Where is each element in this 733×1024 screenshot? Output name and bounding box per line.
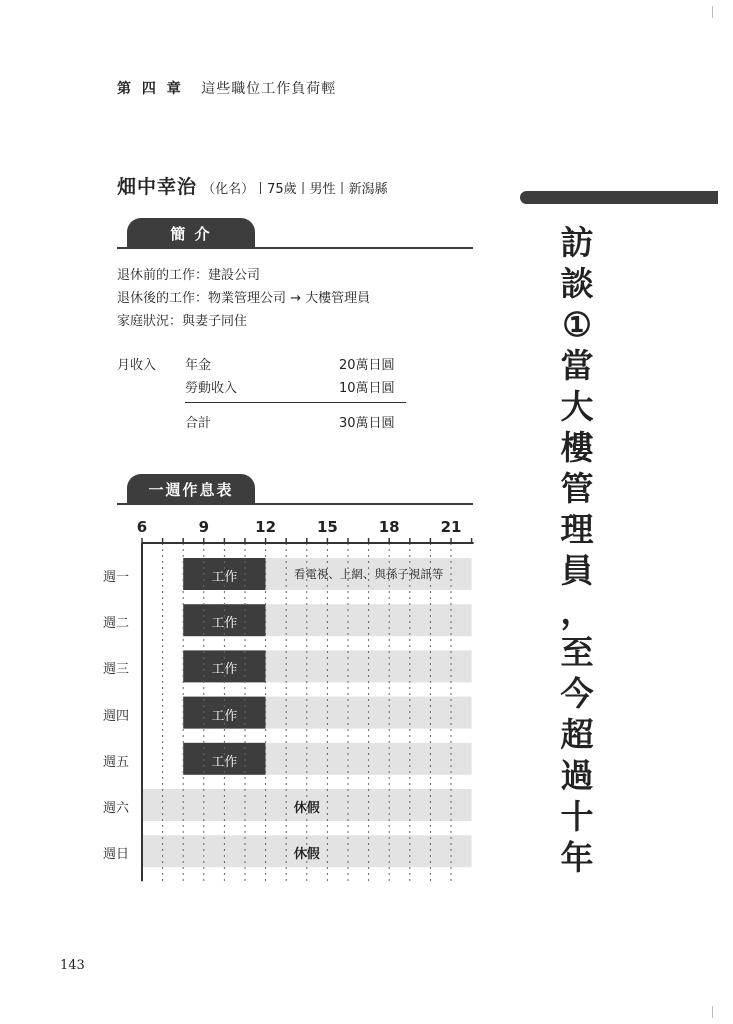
hour-tick-label: 21 <box>440 518 462 536</box>
vertical-title-char: ① <box>562 305 592 344</box>
chapter-title: 這些職位工作負荷輕 <box>201 81 337 97</box>
vertical-title-char: 超 <box>560 715 594 754</box>
free-bar-label: 休假 <box>293 801 320 816</box>
crop-mark <box>712 6 713 18</box>
vertical-title-char: 年 <box>560 838 594 877</box>
hour-tick-label: 12 <box>255 518 277 536</box>
vertical-title-char: 今 <box>560 674 594 713</box>
chapter-number: 第 四 章 <box>117 81 184 97</box>
free-bar-label: 看電視、上網、與孫子視訊等 <box>293 567 444 581</box>
vertical-title-char: 十 <box>560 797 594 836</box>
income-total-amount: 30萬日圓 <box>339 416 395 431</box>
day-label: 週三 <box>103 662 130 678</box>
day-label: 週一 <box>103 570 130 585</box>
work-bar-label: 工作 <box>211 708 238 724</box>
vertical-title-char: 理 <box>560 510 594 549</box>
income-label: 月收入 <box>117 358 157 373</box>
hour-tick-label: 15 <box>316 518 338 536</box>
vertical-title <box>552 222 602 878</box>
vertical-title-char: 當 <box>560 346 594 385</box>
vertical-title-char: 員 <box>560 551 594 590</box>
vertical-title-char: 樓 <box>560 428 594 467</box>
hour-tick-label: 9 <box>198 518 210 536</box>
work-bar-label: 工作 <box>211 570 238 585</box>
vertical-title-char: 談 <box>560 264 594 303</box>
work-bar-label: 工作 <box>211 662 238 678</box>
day-label: 週五 <box>103 754 130 770</box>
free-bar-label: 休假 <box>293 847 320 863</box>
title-bar <box>520 191 718 204</box>
vertical-title-char: 至 <box>560 633 594 672</box>
profile-line: 退休後的工作：物業管理公司 → 大樓管理員 <box>117 291 371 306</box>
hour-tick-label: 18 <box>378 518 400 536</box>
income-item: 年金 <box>185 358 212 373</box>
person-info: （化名）丨75歲丨男性丨新潟縣 <box>202 182 388 197</box>
income-item: 勞動收入 <box>185 381 238 396</box>
person-name: 畑中幸治 <box>117 176 198 198</box>
hour-tick-label: 6 <box>136 518 148 536</box>
day-label: 週六 <box>103 801 130 816</box>
vertical-title-char: 管 <box>560 469 594 508</box>
vertical-title-char: 大 <box>560 387 594 426</box>
work-bar-label: 工作 <box>211 754 238 770</box>
income-total-label: 合計 <box>185 416 212 431</box>
profile-line: 家庭狀況：與妻子同住 <box>117 314 248 329</box>
day-label: 週四 <box>103 708 130 724</box>
income-amount: 10萬日圓 <box>339 381 395 396</box>
crop-mark <box>712 1006 713 1018</box>
page-number: 143 <box>60 958 85 973</box>
vertical-title-char: ， <box>560 592 594 631</box>
vertical-title-char: 訪 <box>560 223 594 262</box>
income-amount: 20萬日圓 <box>339 358 395 373</box>
day-label: 週日 <box>103 847 130 863</box>
day-label: 週二 <box>103 616 130 632</box>
work-bar-label: 工作 <box>211 616 238 632</box>
schedule-tab: 一週作息表 <box>127 474 255 504</box>
profile-line: 退休前的工作：建設公司 <box>117 268 261 283</box>
intro-tab: 簡 介 <box>127 218 255 248</box>
vertical-title-char: 過 <box>560 756 594 795</box>
free-bar <box>266 650 472 682</box>
